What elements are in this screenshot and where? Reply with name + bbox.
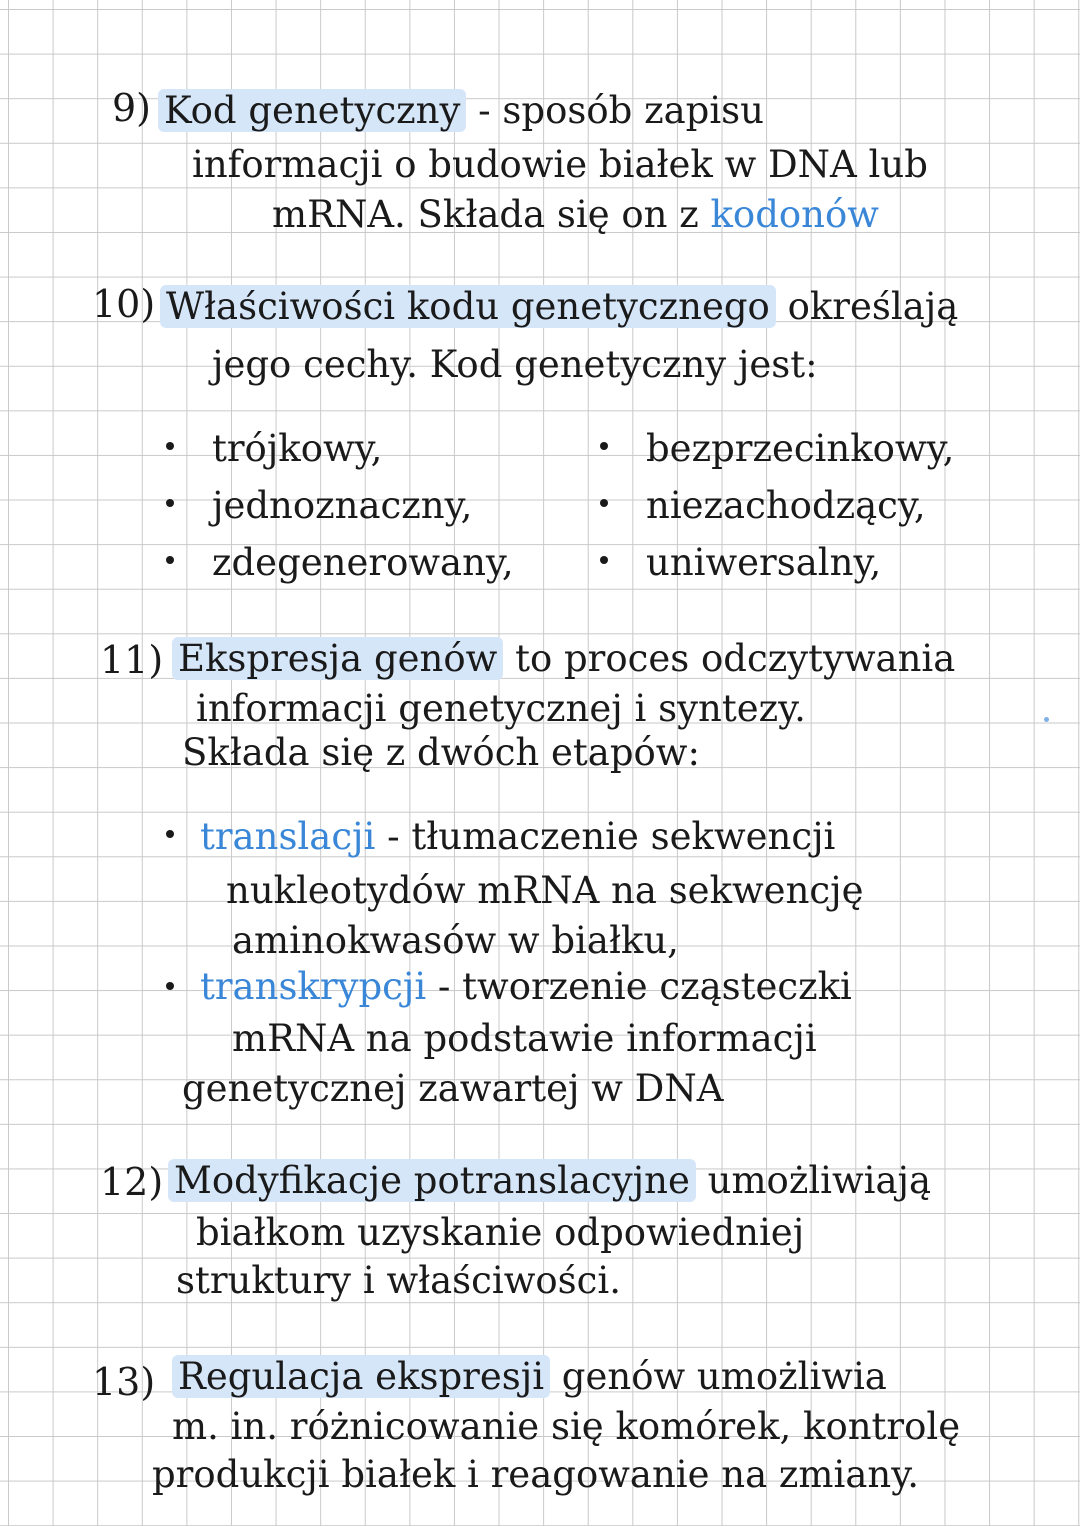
note-number: 11) [100,638,164,682]
bullet-icon [166,499,174,507]
note-line: struktury i właściwości. [176,1259,621,1302]
blue-term: kodonów [710,193,879,236]
note-line: Regulacja ekspresji genów umożliwia [172,1358,887,1395]
note-line: mRNA. Składa się on z kodonów [272,193,879,236]
note-line: translacji - tłumaczenie sekwencji [200,815,836,858]
highlighted-term: Kod genetyczny [158,89,466,132]
list-item: zdegenerowany, [166,544,514,581]
property-list-right [600,427,955,601]
bullet-icon [600,499,608,507]
bullet-icon [166,442,174,450]
bullet-icon [166,556,174,564]
note-line: aminokwasów w białku, [232,919,679,962]
note-line: informacji o budowie białek w DNA lub [192,143,928,186]
note-number: 10) [92,282,156,326]
note-line: Ekspresja genów to proces odczytywania [172,640,955,677]
blue-term: translacji [200,815,376,858]
bullet-icon [600,556,608,564]
list-item: trójkowy, [166,430,514,467]
note-line: nukleotydów mRNA na sekwencję [226,869,864,912]
note-line: Składa się z dwóch etapów: [182,731,700,774]
list-item: bezprzecinkowy, [600,430,954,467]
bullet-icon [166,830,174,838]
highlighted-term: Właściwości kodu genetycznego [160,285,776,328]
note-line: jego cechy. Kod genetyczny jest: [212,343,818,386]
property-list-left [166,427,514,601]
highlighted-term: Ekspresja genów [172,637,503,680]
note-line: m. in. różnicowanie się komórek, kontrolę [172,1405,961,1448]
list-item: uniwersalny, [600,544,954,581]
note-line: genetycznej zawartej w DNA [182,1067,724,1110]
note-line: mRNA na podstawie informacji [232,1017,817,1060]
note-line: produkcji białek i reagowanie na zmiany. [152,1453,919,1496]
note-line: informacji genetycznej i syntezy. [196,687,806,730]
highlighted-term: Modyfikacje potranslacyjne [168,1159,696,1202]
note-line: Modyfikacje potranslacyjne umożliwiają [168,1162,931,1199]
blue-term: transkrypcji [200,965,427,1008]
bullet-icon [600,442,608,450]
list-item: jednoznaczny, [166,487,514,524]
bullet-icon [166,982,174,990]
note-line: Kod genetyczny - sposób zapisu [158,92,764,129]
note-number: 9) [112,86,152,130]
list-item: niezachodzący, [600,487,954,524]
note-line: transkrypcji - tworzenie cząsteczki [200,965,852,1008]
highlighted-term: Regulacja ekspresji [172,1355,550,1398]
note-number: 13) [92,1360,156,1404]
note-line: Właściwości kodu genetycznego określają [160,288,958,325]
ink-dot [1044,717,1049,722]
note-line: białkom uzyskanie odpowiedniej [196,1211,805,1254]
note-number: 12) [100,1160,164,1204]
